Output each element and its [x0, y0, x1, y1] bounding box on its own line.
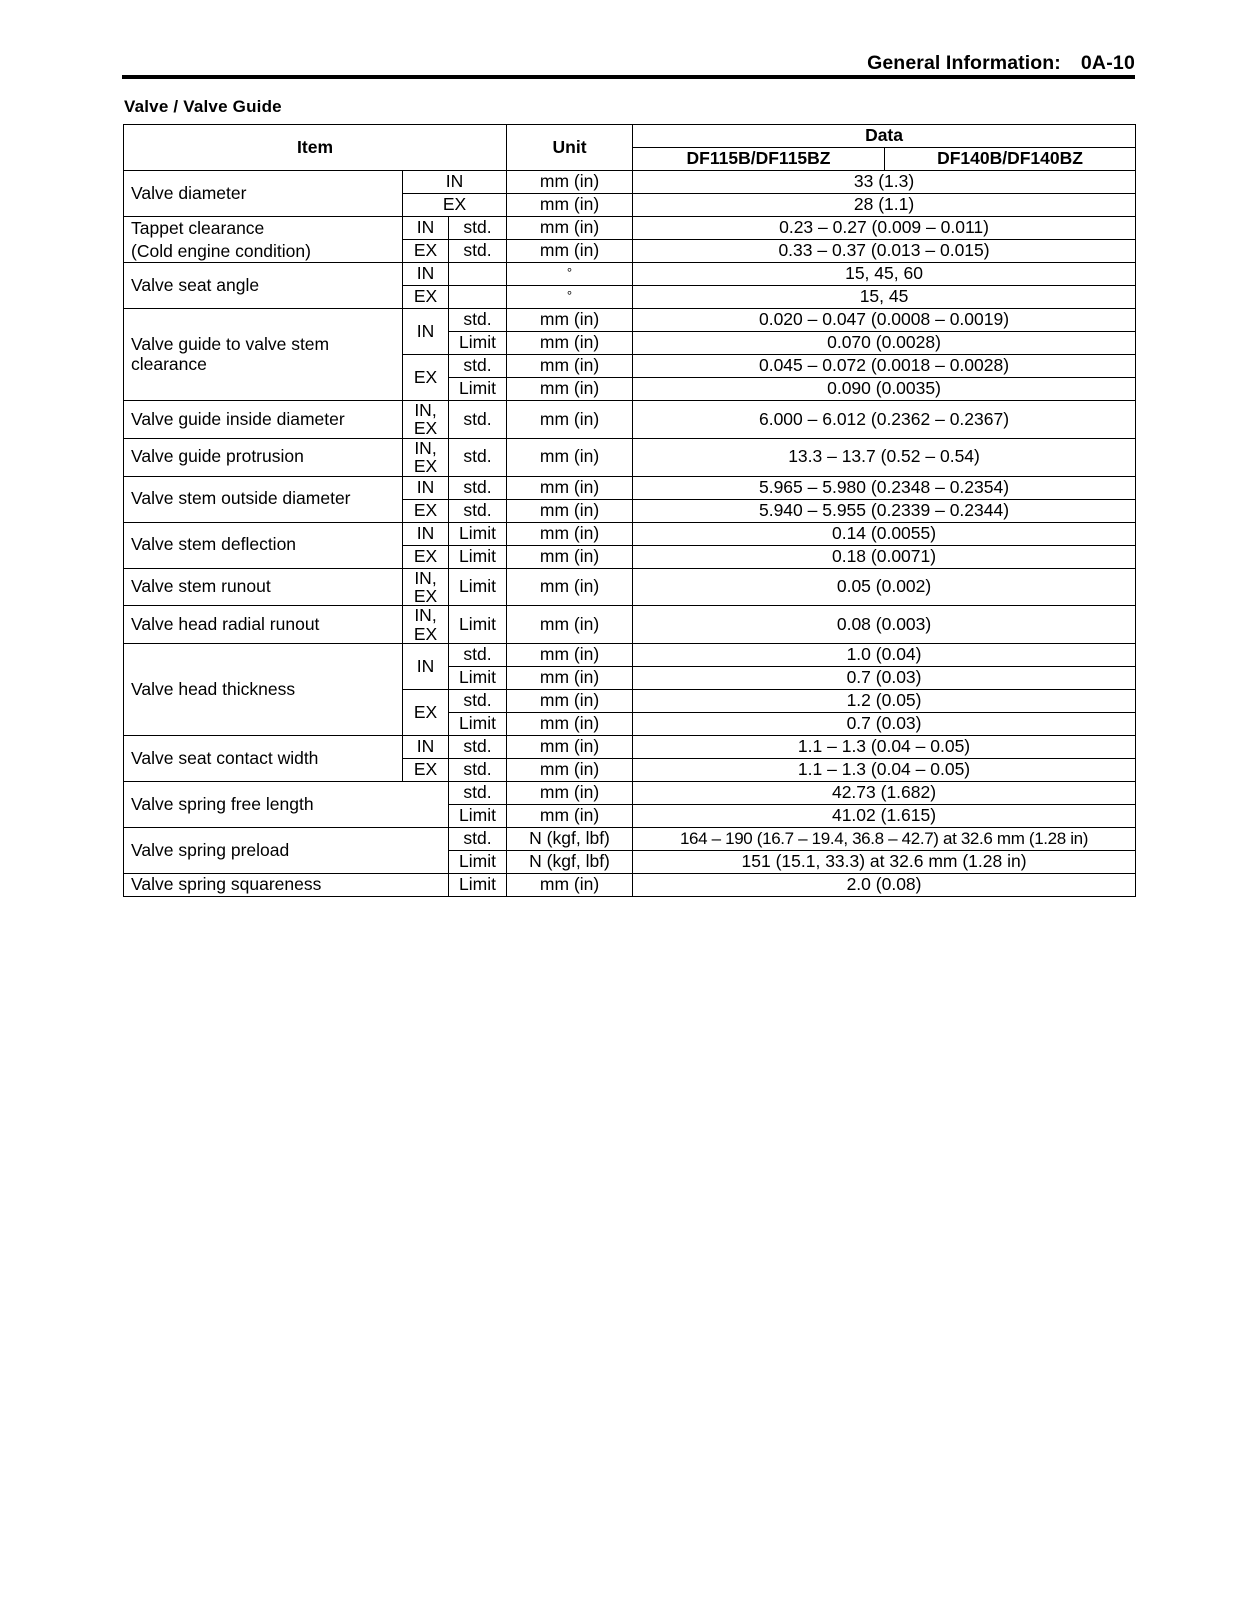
row-grade-label: Limit: [449, 568, 507, 606]
row-data-value: 0.05 (0.002): [633, 568, 1136, 606]
row-item-label: Valve seat angle: [124, 263, 403, 309]
row-data-value: 1.1 – 1.3 (0.04 – 0.05): [633, 736, 1136, 759]
row-grade-label: std.: [449, 438, 507, 476]
row-unit-label: mm (in): [507, 522, 633, 545]
table-header: [124, 125, 1136, 171]
row-item-label: Valve guide to valve stem clearance: [124, 309, 403, 401]
row-grade-label: std.: [449, 736, 507, 759]
row-data-value: 15, 45: [633, 286, 1136, 309]
row-inex-label: IN: [403, 522, 449, 545]
row-grade-label: std.: [449, 240, 507, 263]
row-data-value: 0.08 (0.003): [633, 606, 1136, 644]
table-row: [124, 438, 1136, 476]
column-header-model-df140b: DF140B/DF140BZ: [885, 148, 1136, 171]
table-row: [124, 522, 1136, 545]
header-page-number: 0A-10: [1080, 52, 1135, 74]
row-unit-label: mm (in): [507, 355, 633, 378]
row-data-value: 0.045 – 0.072 (0.0018 – 0.0028): [633, 355, 1136, 378]
row-grade-label: Limit: [449, 874, 507, 897]
table-row: [124, 828, 1136, 851]
row-inex-label: IN: [403, 309, 449, 355]
row-grade-label: std.: [449, 217, 507, 240]
row-data-value: 0.7 (0.03): [633, 667, 1136, 690]
row-grade-label: [449, 263, 507, 286]
row-grade-label: std.: [449, 355, 507, 378]
row-grade-label: Limit: [449, 332, 507, 355]
row-grade-label: Limit: [449, 805, 507, 828]
row-unit-label: mm (in): [507, 759, 633, 782]
row-grade-label: Limit: [449, 851, 507, 874]
row-inex-label: IN, EX: [403, 568, 449, 606]
row-unit-label: mm (in): [507, 606, 633, 644]
row-unit-label: mm (in): [507, 874, 633, 897]
row-grade-label: std.: [449, 828, 507, 851]
row-inex-label: EX: [403, 240, 449, 263]
table-row: [124, 217, 1136, 240]
row-data-value: 5.965 – 5.980 (0.2348 – 0.2354): [633, 476, 1136, 499]
row-data-value: 5.940 – 5.955 (0.2339 – 0.2344): [633, 499, 1136, 522]
row-data-value: 0.14 (0.0055): [633, 522, 1136, 545]
table-row: [124, 782, 1136, 805]
table-row: [124, 263, 1136, 286]
table-row: [124, 401, 1136, 439]
running-header: [122, 52, 1135, 75]
row-unit-label: mm (in): [507, 805, 633, 828]
row-data-value: 0.33 – 0.37 (0.013 – 0.015): [633, 240, 1136, 263]
row-data-value: 41.02 (1.615): [633, 805, 1136, 828]
row-unit-label: mm (in): [507, 194, 633, 217]
row-unit-label: mm (in): [507, 499, 633, 522]
table-row: [124, 644, 1136, 667]
row-item-label: Valve spring free length: [124, 782, 449, 828]
row-unit-label: mm (in): [507, 736, 633, 759]
row-unit-label: N (kgf, lbf): [507, 828, 633, 851]
column-header-data: Data: [633, 125, 1136, 148]
row-unit-label: mm (in): [507, 782, 633, 805]
row-unit-label: mm (in): [507, 401, 633, 439]
table-row: [124, 568, 1136, 606]
table-row: [124, 309, 1136, 332]
row-item-label: Valve guide inside diameter: [124, 401, 403, 439]
row-grade-label: std.: [449, 759, 507, 782]
row-item-label: Valve stem runout: [124, 568, 403, 606]
row-data-value: 13.3 – 13.7 (0.52 – 0.54): [633, 438, 1136, 476]
row-inex-label: EX: [403, 355, 449, 401]
row-unit-label: mm (in): [507, 217, 633, 240]
row-data-value: 6.000 – 6.012 (0.2362 – 0.2367): [633, 401, 1136, 439]
row-unit-label: mm (in): [507, 240, 633, 263]
row-item-label: Valve head radial runout: [124, 606, 403, 644]
row-unit-label: mm (in): [507, 713, 633, 736]
row-grade-label: Limit: [449, 522, 507, 545]
row-data-value: 15, 45, 60: [633, 263, 1136, 286]
row-unit-label: mm (in): [507, 644, 633, 667]
table-row: [124, 476, 1136, 499]
row-inex-label: EX: [403, 759, 449, 782]
row-inex-label: EX: [403, 690, 449, 736]
row-inex-label: IN, EX: [403, 401, 449, 439]
column-header-model-df115b: DF115B/DF115BZ: [633, 148, 885, 171]
row-data-value: 151 (15.1, 33.3) at 32.6 mm (1.28 in): [633, 851, 1136, 874]
header-divider-rule: [122, 75, 1135, 79]
table-row: [124, 606, 1136, 644]
row-data-value: 0.070 (0.0028): [633, 332, 1136, 355]
row-grade-label: std.: [449, 401, 507, 439]
row-unit-label: mm (in): [507, 476, 633, 499]
valve-specification-table: [123, 124, 1136, 897]
table-header-row-1: [124, 125, 1136, 148]
row-inex-label: EX: [403, 499, 449, 522]
row-item-label: Valve spring squareness: [124, 874, 449, 897]
row-unit-label: °: [507, 263, 633, 286]
row-unit-label: mm (in): [507, 171, 633, 194]
row-item-label: Valve stem deflection: [124, 522, 403, 568]
row-inex-label: IN: [403, 217, 449, 240]
row-item-label: Valve guide protrusion: [124, 438, 403, 476]
row-data-value: 0.7 (0.03): [633, 713, 1136, 736]
row-data-value: 0.090 (0.0035): [633, 378, 1136, 401]
row-data-value: 1.1 – 1.3 (0.04 – 0.05): [633, 759, 1136, 782]
row-grade-label: Limit: [449, 545, 507, 568]
row-unit-label: mm (in): [507, 309, 633, 332]
row-item-label: Tappet clearance (Cold engine condition): [124, 217, 403, 263]
row-unit-label: mm (in): [507, 332, 633, 355]
column-header-unit: Unit: [507, 125, 633, 171]
row-data-value: 1.2 (0.05): [633, 690, 1136, 713]
row-inex-label: IN, EX: [403, 438, 449, 476]
row-data-value: 0.020 – 0.047 (0.0008 – 0.0019): [633, 309, 1136, 332]
page-title: Valve / Valve Guide: [124, 97, 282, 116]
row-grade-label: Limit: [449, 713, 507, 736]
row-item-label: Valve spring preload: [124, 828, 449, 874]
row-unit-label: mm (in): [507, 667, 633, 690]
row-inex-label: IN: [403, 476, 449, 499]
row-inex-label: EX: [403, 194, 507, 217]
row-inex-label: EX: [403, 545, 449, 568]
row-data-value: 164 – 190 (16.7 – 19.4, 36.8 – 42.7) at 32.6 mm (1.28 in): [633, 828, 1136, 851]
row-unit-label: mm (in): [507, 378, 633, 401]
row-grade-label: std.: [449, 644, 507, 667]
row-grade-label: Limit: [449, 378, 507, 401]
row-unit-label: mm (in): [507, 438, 633, 476]
row-grade-label: Limit: [449, 667, 507, 690]
row-item-label: Valve diameter: [124, 171, 403, 217]
table-row: [124, 874, 1136, 897]
table-row: [124, 171, 1136, 194]
row-inex-label: IN: [403, 263, 449, 286]
row-item-label: Valve head thickness: [124, 644, 403, 736]
row-item-label: Valve seat contact width: [124, 736, 403, 782]
row-unit-label: mm (in): [507, 690, 633, 713]
row-data-value: 42.73 (1.682): [633, 782, 1136, 805]
row-unit-label: °: [507, 286, 633, 309]
row-grade-label: std.: [449, 476, 507, 499]
row-grade-label: Limit: [449, 606, 507, 644]
row-unit-label: mm (in): [507, 568, 633, 606]
row-inex-label: EX: [403, 286, 449, 309]
row-data-value: 1.0 (0.04): [633, 644, 1136, 667]
row-data-value: 28 (1.1): [633, 194, 1136, 217]
row-inex-label: IN: [403, 171, 507, 194]
header-section-title: General Information:: [867, 52, 1061, 74]
row-item-label: Valve stem outside diameter: [124, 476, 403, 522]
row-grade-label: std.: [449, 499, 507, 522]
row-data-value: 2.0 (0.08): [633, 874, 1136, 897]
row-data-value: 0.23 – 0.27 (0.009 – 0.011): [633, 217, 1136, 240]
row-grade-label: std.: [449, 309, 507, 332]
row-unit-label: N (kgf, lbf): [507, 851, 633, 874]
table-body: [124, 171, 1136, 897]
row-inex-label: IN: [403, 644, 449, 690]
row-inex-label: IN, EX: [403, 606, 449, 644]
column-header-item: Item: [124, 125, 507, 171]
row-grade-label: [449, 286, 507, 309]
row-inex-label: IN: [403, 736, 449, 759]
row-data-value: 0.18 (0.0071): [633, 545, 1136, 568]
row-unit-label: mm (in): [507, 545, 633, 568]
row-grade-label: std.: [449, 782, 507, 805]
row-grade-label: std.: [449, 690, 507, 713]
table-row: [124, 736, 1136, 759]
row-data-value: 33 (1.3): [633, 171, 1136, 194]
